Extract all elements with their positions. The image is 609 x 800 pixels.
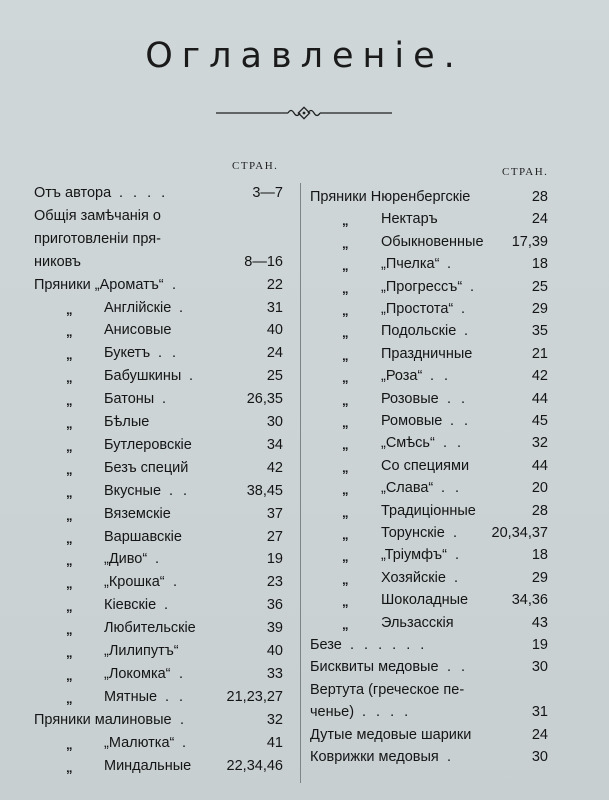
- toc-leader-dots: .: [179, 665, 187, 682]
- toc-entry-title: „Слава“: [381, 480, 434, 497]
- toc-entry-page: 34,36: [511, 592, 548, 609]
- toc-entry: [104, 665, 283, 683]
- toc-entry: [310, 748, 548, 766]
- toc-entry-page: 42: [266, 459, 283, 476]
- toc-entry-title: Варшавскіе: [104, 528, 182, 545]
- toc-entry-title: ченье): [310, 704, 355, 721]
- toc-entry-title: „Роза“: [381, 368, 423, 385]
- toc-entry-title: Хозяйскіе: [381, 569, 446, 586]
- toc-entry-title: Подольскіе: [381, 323, 457, 340]
- toc-entry-page: 23: [266, 574, 283, 591]
- toc-entry-page: 40: [266, 643, 283, 659]
- toc-entry: [104, 436, 283, 454]
- ditto-mark: „: [342, 594, 349, 610]
- toc-entry-page: 26,35: [246, 391, 283, 408]
- toc-entry-title: Отъ автора: [34, 185, 112, 201]
- toc-entry-page: 18: [531, 547, 548, 564]
- toc-entry-page: 28: [531, 502, 548, 519]
- toc-entry-page: 31: [531, 704, 548, 721]
- ditto-mark: „: [66, 690, 73, 706]
- toc-leader-dots: .: [189, 368, 197, 385]
- toc-entry-title: „Тріумфъ“: [381, 547, 447, 564]
- toc-leader-dots: .: [453, 525, 461, 541]
- toc-entry-title: „Диво“: [104, 551, 148, 568]
- ditto-mark: „: [66, 736, 73, 752]
- toc-entry: [104, 550, 283, 568]
- ditto-mark: „: [342, 437, 349, 453]
- toc-entry-page: 22,34,46: [226, 757, 283, 774]
- toc-entry-page: 19: [266, 551, 283, 568]
- toc-entry: [104, 734, 283, 752]
- toc-leader-dots: .: [470, 278, 478, 295]
- toc-entry-page: 24: [266, 345, 283, 362]
- toc-entry-page: 25: [531, 278, 548, 295]
- ditto-mark: „: [342, 549, 349, 565]
- toc-leader-dots: .: [182, 734, 190, 751]
- ditto-mark: „: [66, 645, 73, 660]
- toc-entry: [310, 658, 548, 676]
- toc-leader-dots: . .: [441, 480, 463, 497]
- toc-leader-dots: . .: [430, 368, 452, 385]
- toc-entry-title: „Пчелка“: [381, 256, 440, 273]
- ditto-mark: „: [66, 576, 73, 592]
- toc-entry-page: 29: [531, 569, 548, 586]
- ditto-mark: „: [66, 301, 73, 317]
- toc-entry-title: Бисквиты медовые: [310, 659, 439, 676]
- toc-entry-page: 30: [531, 749, 548, 765]
- toc-entry-title: Любительскіе: [104, 620, 196, 637]
- toc-entry: [104, 757, 283, 775]
- ditto-mark: „: [342, 459, 349, 475]
- toc-leader-dots: . .: [158, 345, 180, 362]
- toc-entry: [381, 502, 548, 520]
- toc-entry: [381, 434, 548, 452]
- ditto-mark: „: [66, 553, 73, 569]
- toc-entry-page: 3—7: [252, 185, 283, 201]
- ditto-mark: „: [66, 347, 73, 363]
- toc-entry-page: 32: [266, 711, 283, 728]
- ditto-mark: „: [66, 759, 73, 775]
- toc-entry-page: 8—16: [244, 253, 283, 270]
- toc-entry: [104, 321, 283, 339]
- toc-entry-page: 20: [531, 480, 548, 497]
- toc-entry-title: Бабушкины: [104, 368, 182, 385]
- ditto-mark: „: [66, 507, 73, 523]
- toc-leader-dots: . .: [165, 688, 187, 705]
- toc-leader-dots: . .: [447, 659, 469, 676]
- toc-entry: [381, 300, 548, 318]
- toc-entry: [381, 457, 548, 475]
- toc-entry-page: 35: [531, 323, 548, 340]
- toc-entry: [34, 184, 283, 202]
- toc-leader-dots: . . . . . .: [350, 637, 428, 653]
- toc-entry-title: Пряники „Ароматъ“: [34, 276, 164, 293]
- toc-entry: [381, 255, 548, 273]
- toc-entry-page: 24: [531, 211, 548, 228]
- toc-leader-dots: .: [447, 749, 455, 765]
- toc-entry: [310, 681, 548, 699]
- toc-entry: [381, 546, 548, 564]
- toc-leader-dots: .: [461, 301, 469, 317]
- toc-entry: [104, 482, 283, 500]
- ditto-mark: „: [66, 461, 73, 477]
- toc-entry-title: Анисовые: [104, 322, 172, 339]
- toc-entry-title: приготовленіи пря-: [34, 230, 161, 247]
- ditto-mark: „: [66, 370, 73, 386]
- toc-entry-title: Общія замѣчанія о: [34, 207, 161, 224]
- toc-entry-page: 19: [531, 637, 548, 653]
- toc-entry: [104, 390, 283, 408]
- toc-entry-page: 40: [266, 322, 283, 339]
- ditto-mark: „: [342, 303, 349, 318]
- column-divider: [300, 183, 301, 783]
- toc-leader-dots: . .: [169, 482, 191, 499]
- ditto-mark: „: [66, 530, 73, 546]
- ditto-mark: „: [342, 280, 349, 296]
- toc-entry: [104, 596, 283, 614]
- ditto-mark: „: [342, 258, 349, 274]
- toc-leader-dots: .: [447, 256, 455, 273]
- toc-entry: [381, 210, 548, 228]
- ditto-mark: „: [342, 370, 349, 386]
- toc-entry-title: Пряники Нюренбергскіе: [310, 189, 471, 205]
- toc-entry-title: „Прогрессъ“: [381, 278, 463, 295]
- ditto-mark: „: [342, 213, 349, 229]
- toc-entry: [104, 642, 283, 660]
- toc-entry-page: 37: [266, 505, 283, 522]
- toc-entry: [310, 188, 548, 206]
- toc-entry-page: 24: [531, 726, 548, 743]
- toc-entry: [34, 207, 283, 225]
- toc-entry: [381, 278, 548, 296]
- toc-entry-page: 20,34,37: [491, 525, 548, 541]
- toc-entry: [381, 233, 548, 251]
- ditto-mark: „: [66, 484, 73, 500]
- toc-entry-page: 27: [266, 528, 283, 545]
- toc-entry: [381, 479, 548, 497]
- toc-entry-title: „Локомка“: [104, 665, 171, 682]
- toc-entry-page: 28: [531, 189, 548, 205]
- ditto-mark: „: [342, 571, 349, 587]
- toc-entry-title: Торунскіе: [381, 525, 445, 541]
- toc-entry-title: Миндальные: [104, 757, 192, 774]
- ornament-divider-icon: [214, 104, 394, 122]
- toc-leader-dots: . .: [447, 390, 469, 407]
- toc-entry: [104, 367, 283, 385]
- toc-entry-page: 25: [266, 368, 283, 385]
- toc-entry-title: Вяземскіе: [104, 505, 171, 522]
- toc-entry-title: Кіевскіе: [104, 597, 157, 614]
- toc-entry: [381, 345, 548, 363]
- toc-leader-dots: .: [162, 391, 170, 408]
- toc-entry: [104, 619, 283, 637]
- toc-entry: [381, 367, 548, 385]
- toc-entry-page: 31: [266, 299, 283, 316]
- toc-entry: [381, 591, 548, 609]
- ditto-mark: „: [66, 393, 73, 409]
- toc-entry-title: Розовые: [381, 390, 439, 407]
- ditto-mark: „: [342, 325, 349, 341]
- ditto-mark: „: [342, 616, 349, 632]
- toc-entry-page: 29: [531, 301, 548, 317]
- toc-entry: [381, 614, 548, 632]
- toc-entry-title: Праздничные: [381, 345, 473, 362]
- ditto-mark: „: [342, 347, 349, 363]
- toc-entry-title: Безъ специй: [104, 459, 189, 476]
- toc-leader-dots: .: [180, 711, 188, 728]
- toc-entry: [34, 711, 283, 729]
- ditto-mark: „: [342, 392, 349, 408]
- toc-entry: [34, 230, 283, 248]
- toc-entry-title: „Крошка“: [104, 574, 165, 591]
- ditto-mark: „: [342, 482, 349, 498]
- toc-entry-title: Традиціонные: [381, 502, 476, 519]
- toc-entry-page: 43: [531, 614, 548, 631]
- toc-entry-title: никовъ: [34, 253, 81, 270]
- toc-entry-title: Нектаръ: [381, 211, 438, 228]
- toc-entry: [381, 412, 548, 430]
- toc-leader-dots: .: [173, 574, 181, 591]
- toc-entry-page: 22: [266, 276, 283, 293]
- toc-entry-title: Англійскіе: [104, 299, 172, 316]
- toc-leader-dots: .: [155, 551, 163, 568]
- toc-leader-dots: .: [164, 597, 172, 614]
- ditto-mark: „: [342, 235, 349, 251]
- toc-entry-title: „Малютка“: [104, 734, 175, 751]
- toc-entry-page: 18: [531, 256, 548, 273]
- toc-entry-page: 21,23,27: [226, 688, 283, 705]
- toc-entry-page: 44: [531, 390, 548, 407]
- toc-entry-title: Безе: [310, 637, 342, 653]
- toc-entry-page: 33: [266, 665, 283, 682]
- toc-leader-dots: . . . .: [362, 704, 412, 721]
- toc-entry-title: Ромовые: [381, 413, 443, 429]
- toc-entry-title: Вкусные: [104, 482, 162, 499]
- toc-entry-title: Дутые медовые шарики: [310, 726, 472, 743]
- toc-entry: [310, 703, 548, 721]
- toc-entry-title: Вертута (греческое пе-: [310, 681, 465, 698]
- toc-entry-title: Шоколадные: [381, 592, 469, 609]
- toc-entry: [381, 524, 548, 542]
- toc-leader-dots: . . . .: [119, 185, 169, 201]
- toc-entry: [104, 299, 283, 317]
- toc-entry-title: Обыкновенные: [381, 233, 484, 250]
- toc-leader-dots: . .: [450, 413, 472, 429]
- toc-entry-title: Бутлеровскіе: [104, 436, 192, 453]
- toc-entry-title: „Смѣсь“: [381, 435, 435, 452]
- toc-entry-page: 21: [531, 345, 548, 362]
- toc-leader-dots: . .: [443, 435, 465, 452]
- toc-entry-title: „Лилипутъ“: [104, 643, 179, 659]
- toc-entry: [104, 413, 283, 431]
- toc-entry-page: 30: [266, 414, 283, 430]
- ditto-mark: „: [66, 667, 73, 683]
- toc-entry-title: Батоны: [104, 391, 155, 408]
- toc-entry: [104, 459, 283, 477]
- toc-entry-page: 36: [266, 597, 283, 614]
- toc-entry: [381, 390, 548, 408]
- toc-entry: [381, 322, 548, 340]
- ditto-mark: „: [342, 415, 349, 430]
- ditto-mark: „: [342, 504, 349, 520]
- toc-leader-dots: .: [172, 276, 180, 293]
- toc-entry-page: 42: [531, 368, 548, 385]
- toc-entry-page: 41: [266, 734, 283, 751]
- toc-entry-title: Пряники малиновые: [34, 711, 172, 728]
- page-title: Оглавленіе.: [145, 36, 464, 76]
- toc-entry-title: Коврижки медовыя: [310, 749, 439, 765]
- toc-entry-page: 30: [531, 659, 548, 676]
- toc-entry-page: 39: [266, 620, 283, 637]
- toc-entry-page: 38,45: [246, 482, 283, 499]
- left-column-header: СТРАН.: [232, 160, 279, 172]
- toc-entry: [104, 505, 283, 523]
- toc-leader-dots: .: [179, 299, 187, 316]
- toc-entry-title: Мятные: [104, 688, 158, 705]
- toc-entry-title: „Простота“: [381, 301, 454, 317]
- toc-entry-title: Букетъ: [104, 345, 151, 362]
- toc-entry-title: Эльзасскія: [381, 614, 454, 631]
- toc-entry: [381, 569, 548, 587]
- toc-entry-page: 17,39: [511, 233, 548, 250]
- toc-leader-dots: .: [455, 547, 463, 564]
- toc-entry: [104, 528, 283, 546]
- toc-entry-page: 34: [266, 436, 283, 453]
- toc-entry: [104, 344, 283, 362]
- ditto-mark: „: [66, 324, 73, 340]
- ditto-mark: „: [66, 599, 73, 615]
- toc-entry: [104, 573, 283, 591]
- toc-leader-dots: .: [454, 569, 462, 586]
- toc-entry: [104, 688, 283, 706]
- toc-entry-title: Бѣлые: [104, 414, 150, 430]
- toc-entry: [310, 636, 548, 654]
- toc-entry-title: Со специями: [381, 457, 470, 474]
- toc-leader-dots: .: [464, 323, 472, 340]
- ditto-mark: „: [66, 622, 73, 638]
- toc-entry-page: 32: [531, 435, 548, 452]
- ditto-mark: „: [66, 438, 73, 454]
- toc-entry: [310, 726, 548, 744]
- toc-entry-page: 44: [531, 457, 548, 474]
- toc-entry: [34, 276, 283, 294]
- toc-entry-page: 45: [531, 413, 548, 429]
- right-column-header: СТРАН.: [502, 166, 549, 178]
- ditto-mark: „: [342, 527, 349, 542]
- ditto-mark: „: [66, 416, 73, 431]
- toc-entry: [34, 253, 283, 271]
